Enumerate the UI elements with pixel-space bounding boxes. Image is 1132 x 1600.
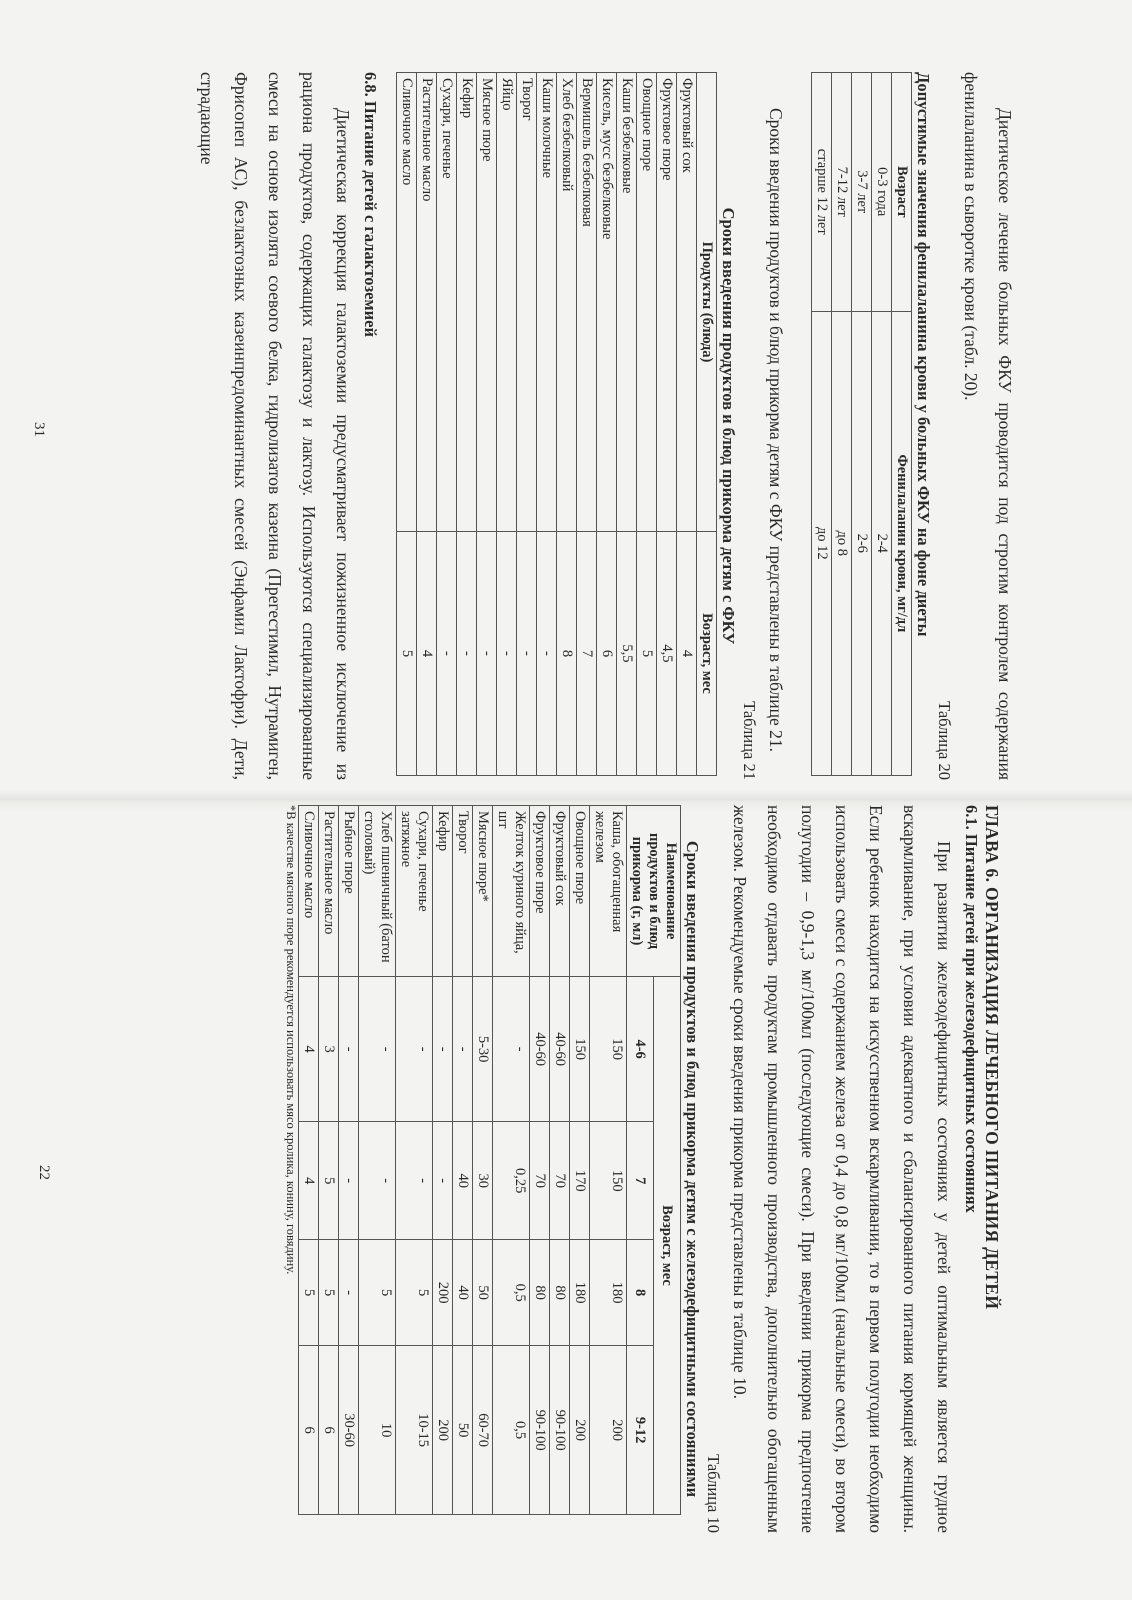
table-row [677,73,697,776]
row-value: 60-70 [473,1346,493,1515]
table-cell: Каши безбелковые [617,73,637,532]
row-value: 10-15 [396,1346,433,1515]
table-cell: Хлеб безбелковый [557,73,577,532]
table-row [417,73,437,776]
row-value: 4 [299,1122,319,1240]
table-cell: - [497,531,517,775]
table-20 [811,72,912,776]
table-row [493,806,530,1515]
table-row [657,73,677,776]
row-value: - [493,977,530,1122]
chapter-title: ГЛАВА 6. ОРГАНИЗАЦИЯ ЛЕЧЕБНОГО ПИТАНИЯ ДЕТЕЙ [982,805,1002,1310]
row-value: - [433,977,453,1122]
row-name: Желток куриного яйца, шт [493,806,530,977]
row-value: - [339,1122,359,1240]
table20-label: Таблица 20 [935,701,954,780]
row-value: 0,25 [493,1122,530,1240]
row-value: 70 [530,1122,550,1240]
table-cell: Сухари, печенье [437,73,457,532]
table-cell: Творог [517,73,537,532]
table-label: Таблица 10 [704,1454,723,1533]
table-cell: 4,5 [657,531,677,775]
table-10 [298,805,681,1515]
table20-caption: Допустимые значения фенилаланина крови у больных ФКУ на фоне диеты [914,72,933,637]
table-row [453,806,473,1515]
row-value: 150 [590,977,627,1122]
row-value: 90-100 [550,1346,570,1515]
table-cell: 7-12 лет [832,73,852,312]
row-value: - [396,977,433,1122]
table-row [557,73,577,776]
table-cell: 3-7 лет [852,73,872,312]
row-value: 80 [550,1240,570,1346]
row-value: 3 [319,977,339,1122]
table-cell: 2-4 [872,311,892,775]
row-name: Растительное масло [319,806,339,977]
row-value: 200 [590,1346,627,1515]
table21-caption: Сроки введения продуктов и блюд прикорма детям с ФКУ [719,207,738,645]
column-header: Продукты (блюда) [697,73,717,532]
age-column-header: 7 [627,1122,654,1240]
table-cell: Фруктовый сок [677,73,697,532]
table-row [517,73,537,776]
row-name: Мясное пюре* [473,806,493,977]
row-value: 150 [570,977,590,1122]
footnote: *В качестве мясного пюре рекомендуется использовать мясо кролика, конину, говядину. [284,805,298,1275]
row-value: 10 [359,1346,396,1515]
row-value: 30 [473,1122,493,1240]
table-cell: 4 [677,531,697,775]
table-cell: Каши молочные [537,73,557,532]
row-value: - [359,977,396,1122]
table-cell: 0-3 года [872,73,892,312]
table-cell: Яйцо [497,73,517,532]
row-value: 50 [473,1240,493,1346]
row-value: 150 [590,1122,627,1240]
table-cell: 7 [577,531,597,775]
row-value: 5-30 [473,977,493,1122]
row-value: 6 [299,1346,319,1515]
row-value: 40-60 [530,977,550,1122]
table-row [397,73,417,776]
row-name: Овощное пюре [570,806,590,977]
intro-paragraph: Диетическое лечение больных ФКУ проводится под строгим контролем содержания фенилаланина в сыворотке крови (табл. 20). [961,72,1015,780]
table-row [319,806,339,1515]
table-cell: 4 [417,531,437,775]
section-title-6-8: 6.8. Питание детей с галактоземией [361,72,380,337]
row-value: 180 [590,1240,627,1346]
table-row [477,73,497,776]
row-name: Каша, обогащенная железом [590,806,627,977]
column-header: Возраст, мес [697,531,717,775]
table-cell: - [437,531,457,775]
row-value: 50 [453,1346,473,1515]
table21-label: Таблица 21 [740,701,759,780]
table-cell: 8 [557,531,577,775]
table-cell: - [477,531,497,775]
table-row [852,73,872,776]
table-row [812,73,832,776]
row-value: - [339,1240,359,1346]
page-number: 22 [36,1165,52,1180]
column-header: Фенилаланин крови, мг/дл [892,311,912,775]
row-value: 4 [299,977,319,1122]
table-cell: Мясное пюре [477,73,497,532]
table-row [497,73,517,776]
table-row [590,806,627,1515]
table-cell: Овощное пюре [637,73,657,532]
row-value: 0,5 [493,1240,530,1346]
row-name: Рыбное пюре [339,806,359,977]
table-row [550,806,570,1515]
row-value: 5 [319,1122,339,1240]
table-row [832,73,852,776]
row-value: 200 [433,1346,453,1515]
column-header: Возраст [892,73,912,312]
age-column-header: 4-6 [627,977,654,1122]
table-row [537,73,557,776]
row-value: 180 [570,1240,590,1346]
table-row [433,806,453,1515]
table-row [457,73,477,776]
row-value: 5 [359,1240,396,1346]
age-column-header: 8 [627,1240,654,1346]
row-value: - [359,1122,396,1240]
row-value: 40 [453,1122,473,1240]
row-value: - [339,977,359,1122]
row-value: 200 [570,1346,590,1515]
row-value: 5 [396,1240,433,1346]
table-row [339,806,359,1515]
right-page [0,72,1132,780]
table-cell: - [457,531,477,775]
table-row [396,806,433,1515]
table-cell: Кефир [457,73,477,532]
row-value: 70 [550,1122,570,1240]
row-value: 90-100 [530,1346,550,1515]
row-name: Фруктовое пюре [530,806,550,977]
table-row [577,73,597,776]
paragraph-2: Сроки введения продуктов и блюд прикорма детям с ФКУ представлены в таблице 21. [766,108,786,752]
row-value: 200 [433,1240,453,1346]
row-value: 170 [570,1122,590,1240]
table-cell: до 8 [832,311,852,775]
row-name: Хлеб пшеничный (батон столовый) [359,806,396,977]
row-value: 0,5 [493,1346,530,1515]
row-name: Сухари, печенье затяжное [396,806,433,977]
table-row [359,806,396,1515]
row-value: 40-60 [550,977,570,1122]
table-row [530,806,550,1515]
table-row [617,73,637,776]
table-row [570,806,590,1515]
table-row [299,806,319,1515]
table-cell: Растительное масло [417,73,437,532]
row-name: Творог [453,806,473,977]
table-cell: Фруктовое пюре [657,73,677,532]
paragraph: При развитии железодефицитных состояниях у детей оптимальным является грудное вскармливание, при условии адекватного и сбалансированного питания кормящей женщины. Если ребенок находится на искусственном вскармливании, то в первом полугодии необходимо использовать смеси с содержанием железа от 0,4 до 0,8 мг/100мл (начальные смеси), во втором полугодии – 0,9-1,3 мг/100мл (последующие смеси). При введении прикорма предпочтение необходимо отдавать продуктам промышленного производства, дополнительно обогащенным железом. Рекомендуемые сроки введения прикорма представлены в таблице 10. [730,805,954,1533]
table-row [872,73,892,776]
row-value: 5 [299,1240,319,1346]
row-name: Кефир [433,806,453,977]
row-value: 40 [453,1240,473,1346]
row-value: - [433,1122,453,1240]
table-cell: Вермишель безбелковая [577,73,597,532]
row-name: Сливочное масло [299,806,319,977]
table-cell: 5 [637,531,657,775]
table-cell: 2-6 [852,311,872,775]
table-row [597,73,617,776]
row-value: 6 [319,1346,339,1515]
table-cell: старше 12 лет [812,73,832,312]
table-cell: 5,5 [617,531,637,775]
table-cell: до 12 [812,311,832,775]
row-name: Фруктовый сок [550,806,570,977]
table-row [473,806,493,1515]
group-header: Возраст, мес [654,977,681,1515]
table-cell: Сливочное масло [397,73,417,532]
row-value: 80 [530,1240,550,1346]
row-value: 30-60 [339,1346,359,1515]
paragraph-3: Диетическая коррекция галактоземии предусматривает пожизненное исключение из рациона продуктов, содержащих галактозу и лактозу. Используются специализированные смеси на основе изолята соевого белка, гидролизатов казеина (Прегестимил, Нутрамиген, Фрисопеп АС), безлактозных казеинпредоминантных смесей (Энфамил Лактофри). Дети, страдающие [197,72,353,780]
row-value: 5 [319,1240,339,1346]
table-caption: Сроки введения продуктов и блюд прикорма детям с железодефицитными состояниями [683,840,702,1498]
age-column-header: 9-12 [627,1346,654,1515]
table-cell: 5 [397,531,417,775]
table-21 [396,72,717,776]
table-cell: - [537,531,557,775]
table-row [437,73,457,776]
col-header: Наименование продуктов и блюд прикорма (г, мл) [627,806,681,977]
row-value: - [453,977,473,1122]
table-cell: 6 [597,531,617,775]
section-title: 6.1. Питание детей при железодефицитных состояниях [962,805,981,1213]
page-number: 31 [31,422,47,437]
table-cell: Кисель, мусс безбелковые [597,73,617,532]
table-cell: - [517,531,537,775]
row-value: - [396,1122,433,1240]
table-row [637,73,657,776]
left-page [0,805,1132,1533]
